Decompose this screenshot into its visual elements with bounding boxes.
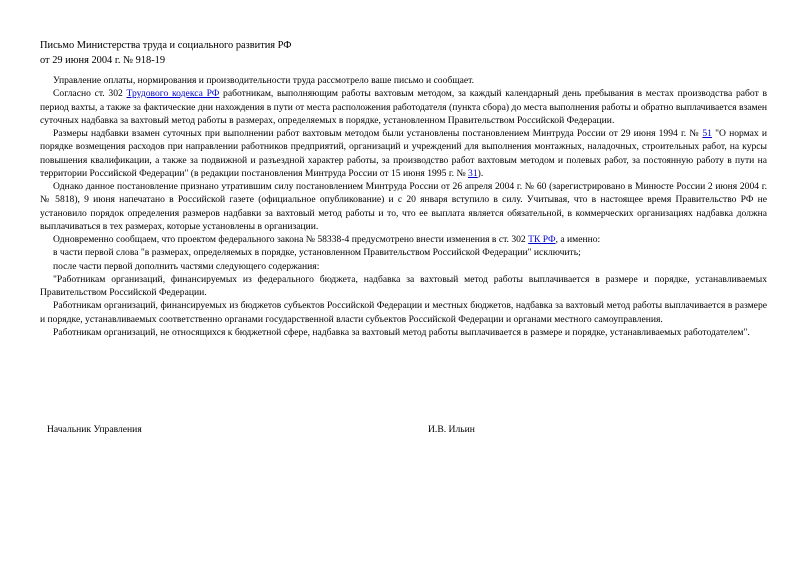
paragraph-federal-budget: "Работникам организаций, финансируемых из федерального бюджета, надбавка за вахтовый метод работы выплачивается в размере и порядке, устанавливаемых Правительством Российской Федерации. — [40, 273, 767, 298]
paragraph-intro: Управление оплаты, нормирования и производительности труда рассмотрело ваше письмо и сообщает. — [53, 75, 475, 86]
paragraph-text: Одновременно сообщаем, что проектом федерального закона № 58338-4 предусмотрено внести изменения в ст. 302 — [53, 234, 529, 245]
paragraph-text: Согласно ст. 302 — [53, 88, 127, 100]
paragraph-text: работникам, выполняющим работы вахтовым методом, за каждый календарный день пребывания в местах производства работ в период вахты, а также за фактические дни нахождения в пути от места расположения работодателя (пункта сбора) до места выполнения работы и обратно выплачивается взамен суточных надбавка за вахтовый метод работы в размерах, определяемых в порядке, установленном Правительством Российской Федерации. — [40, 88, 768, 126]
paragraph-non-budget: Работникам организаций, не относящихся к бюджетной сфере, надбавка за вахтовый метод работы выплачивается в размере и порядке, устанавливаемых работодателем". — [53, 326, 750, 338]
paragraph-text: Размеры надбавки взамен суточных при выполнении работ вахтовым методом были установлены постановлением Минтруда России от 29 июня 1994 г. № — [53, 128, 703, 139]
paragraph-labor-code — [40, 87, 767, 127]
paragraph-amendment-2: после части первой дополнить частями следующего содержания: — [53, 260, 320, 272]
document-body — [40, 74, 767, 339]
paragraph-regional-budget: Работникам организаций, финансируемых из бюджетов субъектов Российской Федерации и местных бюджетов, надбавка за вахтовый метод работы выплачивается в размере и порядке, устанавливаемых соответственно органами государственной власти субъектов Российской Федерации и органами местного самоуправления. — [40, 300, 767, 325]
paragraph-text: "О нормах и порядке возмещения расходов при направлении работников предприятий, организаций и учреждений для выполнения монтажных, наладочных, строительных работ, на курсы повышения квалификации, а также за подвижной и разъездной характер работы, за производство работ вахтовым методом и полевых работ, за постоянную работу в пути на территории Российской Федерации" (в редакции постановления Минтруда России от 15 июня 1995 г. № — [40, 128, 767, 179]
paragraph-text: , а именно: — [555, 234, 601, 245]
labor-code-link[interactable]: Трудового кодекса РФ — [126, 88, 220, 100]
signatory-position: Начальник Управления — [47, 424, 142, 435]
resolution-31-link[interactable]: 31 — [468, 167, 478, 179]
paragraph-repealed: Однако данное постановление признано утратившим силу постановлением Минтруда России от 26 апреля 2004 г. № 60 (зарегистрировано в Минюсте России 2 июня 2004 г. № 5818), 9 июня напечатано в Российской газете (официальное опубликование) и с 20 января вступило в силу. Учитывая, что в настоящее время Правительство РФ не установило порядок определения размеров надбавки за вахтовый метод работы и то, что ее выплата является обязательной, в коммерческих организациях надбавка должна выплачиваться в тех размерах, которые установлены в организации. — [40, 181, 767, 232]
document-title: Письмо Министерства труда и социального развития РФ — [40, 40, 292, 51]
document-header — [40, 39, 292, 68]
tk-rf-link[interactable]: ТК РФ — [528, 234, 556, 245]
resolution-51-link[interactable]: 51 — [702, 128, 712, 139]
signatory-name: И.В. Ильин — [428, 424, 475, 435]
paragraph-amendment-1: в части первой слова "в размерах, определяемых в порядке, установленном Правительством Российской Федерации" исключить; — [53, 247, 581, 259]
paragraph-allowance-sizes — [40, 127, 767, 180]
document-date-number: от 29 июня 2004 г. № 918-19 — [40, 54, 166, 66]
paragraph-draft-law — [40, 233, 767, 246]
paragraph-text: ). — [477, 167, 484, 179]
